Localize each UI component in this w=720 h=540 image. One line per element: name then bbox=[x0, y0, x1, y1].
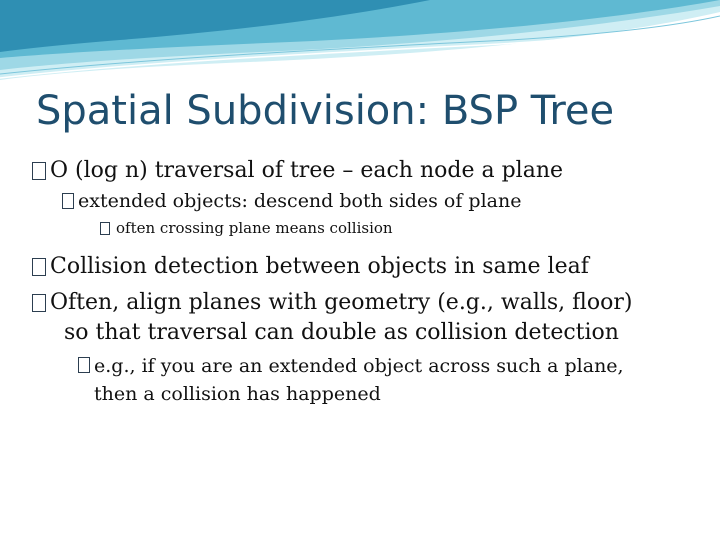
bullet-item bbox=[32, 288, 692, 348]
bullet-text-continuation: so that traversal can double as collision detection bbox=[64, 320, 619, 345]
bullet-box-icon bbox=[78, 357, 90, 373]
bullet-text: extended objects: descend both sides of plane bbox=[78, 190, 522, 212]
bullet-text-continuation: then a collision has happened bbox=[94, 383, 381, 405]
bullet-item bbox=[32, 352, 692, 408]
bullet-item bbox=[32, 156, 692, 186]
bullet-text: Often, align planes with geometry (e.g., walls, floor) bbox=[50, 290, 633, 315]
bullet-item bbox=[32, 188, 692, 214]
bullet-box-icon bbox=[32, 258, 46, 276]
bullet-text: Collision detection between objects in same leaf bbox=[50, 254, 589, 279]
bullet-box-icon bbox=[32, 162, 46, 180]
slide-title: Spatial Subdivision: BSP Tree bbox=[36, 88, 615, 134]
slide-body bbox=[32, 156, 692, 408]
bullet-text: often crossing plane means collision bbox=[116, 219, 393, 237]
bullet-text: O (log n) traversal of tree – each node a plane bbox=[50, 158, 564, 183]
bullet-box-icon bbox=[32, 294, 46, 312]
bullet-text: e.g., if you are an extended object across such a plane, bbox=[94, 355, 624, 377]
header-wave-decoration bbox=[0, 0, 720, 90]
bullet-box-icon bbox=[100, 222, 110, 235]
bullet-item bbox=[32, 216, 692, 240]
bullet-box-icon bbox=[62, 193, 74, 209]
bullet-item bbox=[32, 252, 692, 282]
